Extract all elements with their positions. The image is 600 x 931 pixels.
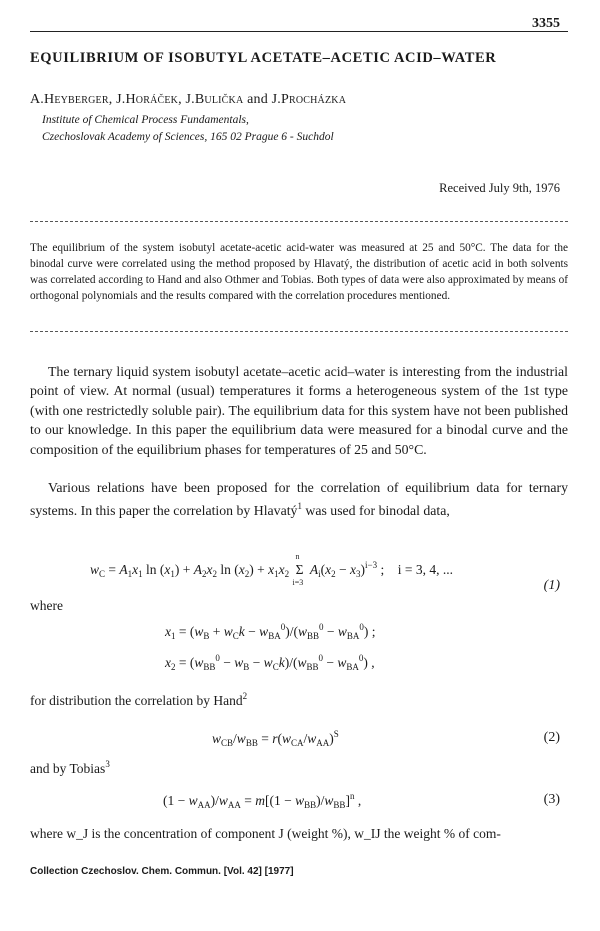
equation-x1: $x_1 = (w_B + w_Ck - w_{BA}^0)/(w_{BB}^0 - w_{BA}^0)$ ;: [165, 622, 376, 641]
author-list: A.Heyberger, J.Horáček, J.Bulička and J.Procházka: [30, 92, 347, 107]
abstract-bottom-rule: [30, 331, 568, 332]
equation-2: $w_{CB}/w_{BB} = r(w_{CA}/w_{AA})^S$: [212, 729, 339, 748]
paragraph-2: Various relations have been proposed for the correlation of equilibrium data for ternary systems. In this paper the correlation by Hlavatý$^1$ was used for binodal data,: [30, 480, 568, 519]
journal-footer: Collection Czechoslov. Chem. Commun. [Vol. 42] [1977]: [30, 866, 294, 877]
affiliation-line-2: Czechoslovak Academy of Sciences, 165 02 Prague 6 - Suchdol: [42, 131, 334, 143]
equation-1: $w_C = A_1x_1$ $\ln (x_1) + A_2x_2$ $\ln (x_2) + x_1x_2$ n Σ i=3 $A_i(x_2 - x_3)^{i-3}$ ; i = 3, 4, ...: [90, 552, 453, 587]
equation-3: $(1 - w_{AA})/w_{AA} = m[(1 - w_{BB})/w_{BB}]^n$ ,: [163, 791, 362, 810]
page-number: 3355: [532, 16, 560, 31]
equation-x2: $x_2 = (w_{BB}^0 - w_B - w_Ck)/(w_{BB}^0 - w_{BA}^0)$ ,: [165, 653, 375, 672]
author-1: A.Heyberger: [30, 92, 109, 107]
article-title: EQUILIBRIUM OF ISOBUTYL ACETATE–ACETIC ACID–WATER: [30, 50, 497, 66]
abstract: The equilibrium of the system isobutyl acetate-acetic acid-water was measured at 25 and 50°C. The data for the binodal curve were correlated using the method proposed by Hlavatý, the distribution of acetic acid in both solvents was correlated according to Hand and also Othmer and Tobias. Both types of data were also approximated by means of orthogonal polynomials and the results compared with the correlation procedures mentioned.: [30, 242, 568, 302]
header-rule: [30, 31, 568, 32]
equation-2-number: (2): [543, 730, 560, 745]
tobias-intro: and by Tobias$^3$: [30, 759, 110, 776]
where-label: where: [30, 598, 63, 613]
author-2: J.Horáček: [116, 92, 179, 107]
equation-3-number: (3): [543, 792, 560, 807]
author-3: J.Bulička: [185, 92, 244, 107]
author-4: J.Procházka: [271, 92, 347, 107]
affiliation-line-1: Institute of Chemical Process Fundamentals,: [42, 114, 249, 126]
paragraph-1: The ternary liquid system isobutyl acetate–acetic acid–water is interesting from the industrial point of view. At normal (usual) temperatures it forms a heterogeneous system of the 1st type (with one restrictedly soluble pair). The equilibrium data for this system have not been published to our knowledge. In this paper the equilibrium data were measured for a binodal curve and the composition of the equilibrium phases for temperatures of 25 and 50°C.: [30, 364, 568, 457]
equation-1-number: (1): [543, 578, 560, 593]
hand-intro: for distribution the correlation by Hand$^2$: [30, 691, 248, 708]
received-date: Received July 9th, 1976: [439, 181, 560, 195]
abstract-top-rule: [30, 221, 568, 222]
last-line: where w_J is the concentration of component J (weight %), w_IJ the weight % of com-: [30, 826, 501, 841]
